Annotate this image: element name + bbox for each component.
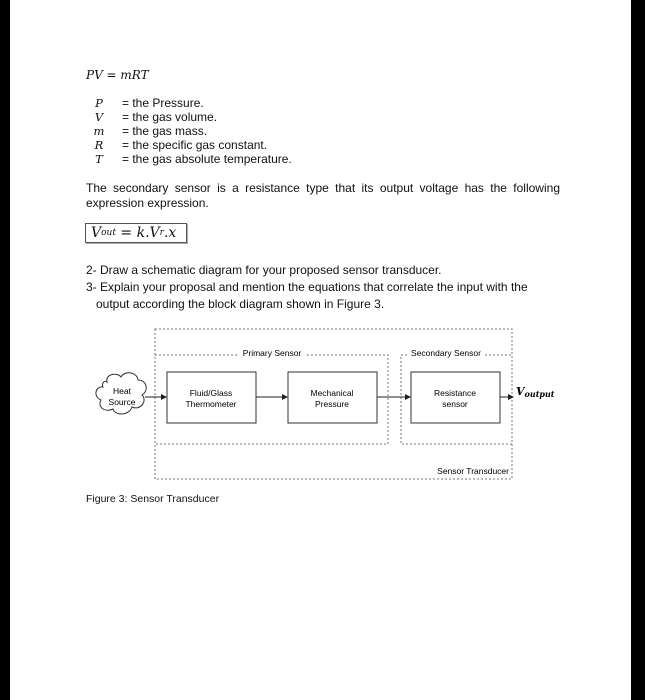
sensor-transducer-label: Sensor Transducer [437, 466, 509, 476]
output-voltage-label [516, 385, 555, 399]
definition-symbol: T [95, 152, 103, 166]
question-text: Draw a schematic diagram for your proposed sensor transducer. [100, 263, 442, 277]
output-voltage-equation-box [85, 223, 187, 243]
right-frame-border [631, 0, 645, 700]
vout-lhs: V [91, 225, 102, 241]
definition-row [86, 152, 292, 166]
definition-text: = the specific gas constant. [122, 138, 268, 152]
vout-rhs: = k.V [115, 225, 160, 241]
question-2 [86, 262, 442, 279]
question-number: 2- [86, 263, 97, 277]
definition-text: = the Pressure. [122, 96, 204, 110]
definition-row [86, 124, 292, 138]
vout-rhs-end: .x [163, 225, 177, 241]
output-v: V [516, 385, 525, 398]
definition-row [86, 110, 292, 124]
vout-lhs-sub: out [101, 228, 116, 238]
mechanical-block-line2: Pressure [314, 399, 350, 409]
question-3 [86, 279, 556, 313]
figure-caption: Figure 3: Sensor Transducer [86, 493, 220, 505]
variable-definitions [86, 96, 292, 166]
question-number: 3- [86, 280, 97, 294]
secondary-sensor-label: Secondary Sensor [411, 348, 481, 358]
definition-symbol: m [93, 124, 105, 138]
secondary-sensor-paragraph: The secondary sensor is a resistance type that its output voltage has the following expression expression. [86, 181, 560, 210]
block-diagram [85, 325, 575, 495]
resistance-block-line1: Resistance [433, 388, 477, 398]
vout-rhs-sub: r [159, 228, 164, 238]
fluid-block-line1: Fluid/Glass [189, 388, 233, 398]
question-continuation: output according the block diagram shown in Figure 3. [96, 297, 385, 311]
definition-text: = the gas volume. [122, 110, 218, 124]
definition-symbol: V [94, 110, 104, 124]
resistance-block-line2: sensor [442, 399, 468, 409]
definition-text: = the gas absolute temperature. [122, 152, 292, 166]
primary-sensor-label: Primary Sensor [242, 348, 302, 358]
output-sub: output [524, 389, 555, 399]
question-text: Explain your proposal and mention the equations that correlate the input with the [100, 280, 528, 294]
definition-row [86, 96, 292, 110]
definition-symbol: R [94, 138, 104, 152]
left-frame-border [0, 0, 10, 700]
fluid-block-line2: Thermometer [185, 399, 237, 409]
definition-row [86, 138, 292, 152]
gas-law-equation: PV = mRT [86, 68, 149, 82]
mechanical-block-line1: Mechanical [310, 388, 354, 398]
heat-source-label-line1: Heat [113, 386, 131, 396]
heat-source-label-line2: Source [108, 397, 136, 407]
definition-symbol: P [95, 96, 103, 110]
definition-text: = the gas mass. [122, 124, 208, 138]
